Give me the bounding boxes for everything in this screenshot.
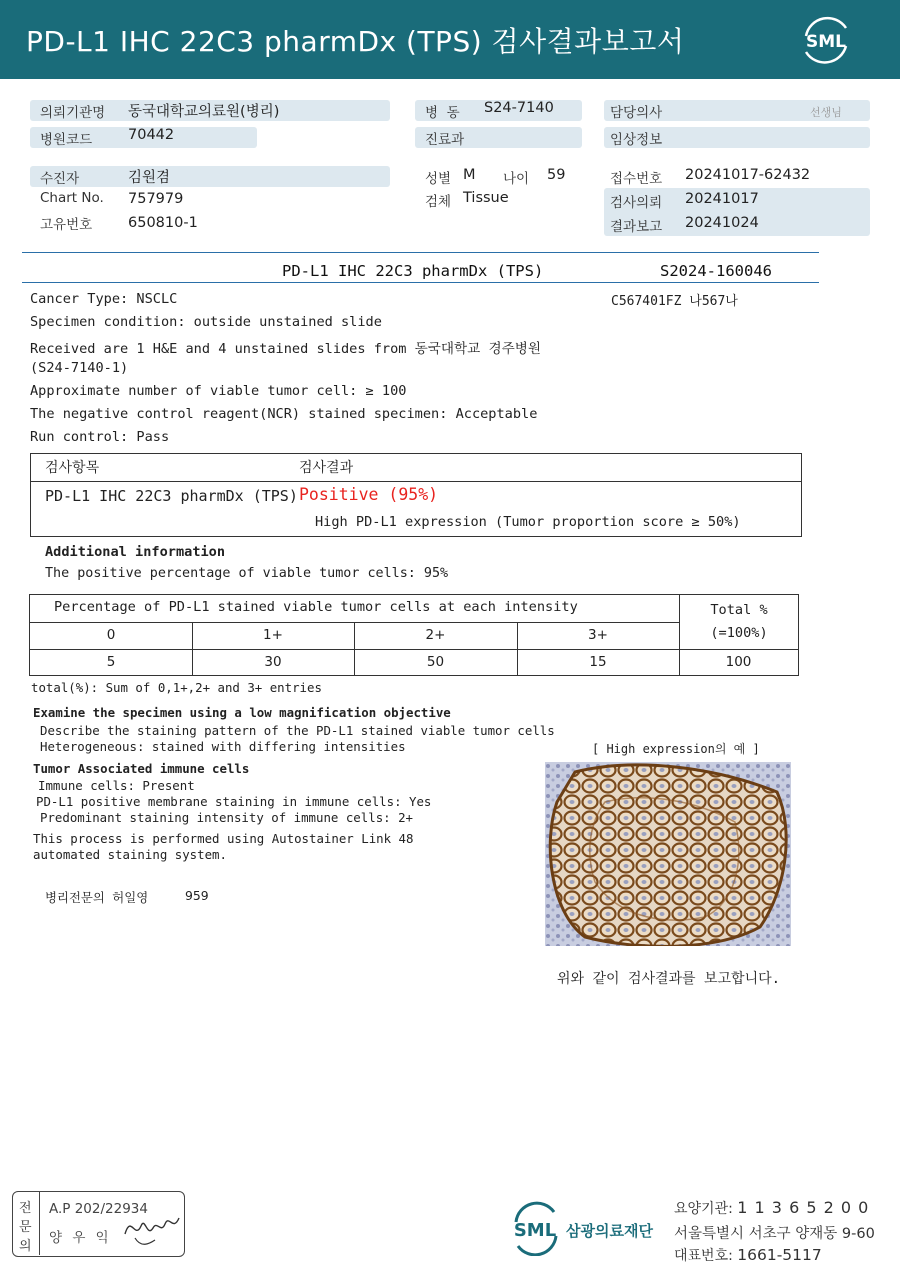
intensity-value: 15 bbox=[589, 654, 607, 670]
result-col-item: 검사항목 bbox=[45, 460, 100, 476]
intensity-total: 100 bbox=[725, 654, 752, 670]
chart-no-value: 757979 bbox=[128, 191, 184, 207]
intensity-note: total(%): Sum of 0,1+,2+ and 3+ entries bbox=[31, 680, 322, 695]
request-date-value: 20241017 bbox=[685, 191, 759, 207]
stamp-char: 의 bbox=[19, 1239, 32, 1254]
process-line: automated staining system. bbox=[33, 847, 227, 862]
high-expression-micrograph bbox=[545, 762, 791, 946]
hospital-code-value: 70442 bbox=[128, 127, 175, 143]
request-date-label: 검사의뢰 bbox=[610, 195, 663, 211]
report-test-title: PD-L1 IHC 22C3 pharmDx (TPS) bbox=[282, 262, 544, 280]
image-caption: [ High expression의 예 ] bbox=[592, 742, 760, 756]
immune-line: Predominant staining intensity of immune cells: 2+ bbox=[40, 810, 413, 825]
stamp-char: 전 bbox=[19, 1201, 32, 1216]
chart-no-label: Chart No. bbox=[40, 190, 104, 206]
pathologist-number: 959 bbox=[185, 888, 209, 903]
institution-label: 의뢰기관명 bbox=[40, 105, 106, 121]
ward-label: 병 동 bbox=[425, 105, 460, 121]
unique-no-label: 고유번호 bbox=[40, 217, 93, 233]
foundation-name: 삼광의료재단 bbox=[566, 1222, 653, 1240]
footer-phone bbox=[674, 1245, 822, 1265]
signature-icon bbox=[121, 1204, 183, 1248]
footer-address: 서울특별시 서초구 양재동 9-60 bbox=[674, 1226, 875, 1242]
doctor-label: 담당의사 bbox=[610, 105, 663, 121]
report-date-label: 결과보고 bbox=[610, 219, 663, 235]
intensity-col: 0 bbox=[106, 627, 116, 643]
receipt-no-label: 접수번호 bbox=[610, 171, 663, 187]
intensity-table bbox=[29, 594, 799, 676]
specimen-value: Tissue bbox=[463, 190, 509, 206]
total-header-1: Total % bbox=[710, 602, 768, 618]
report-line: (S24-7140-1) bbox=[30, 360, 129, 376]
patient-label: 수진자 bbox=[40, 171, 80, 187]
foundation-logo-icon bbox=[510, 1200, 562, 1256]
age-value: 59 bbox=[547, 167, 566, 183]
title-rule-top bbox=[22, 252, 819, 253]
age-label: 나이 bbox=[503, 171, 530, 187]
result-item: PD-L1 IHC 22C3 pharmDx (TPS) bbox=[45, 487, 298, 505]
intensity-value: 5 bbox=[106, 654, 116, 670]
result-separator bbox=[31, 481, 801, 482]
institution-code-value: 1 1 3 6 5 2 0 0 bbox=[737, 1198, 870, 1217]
hospital-code-label: 병원코드 bbox=[40, 132, 93, 148]
report-header bbox=[0, 0, 900, 79]
ward-value: S24-7140 bbox=[484, 100, 554, 116]
unique-no-value: 650810-1 bbox=[128, 215, 198, 231]
report-line: Run control: Pass bbox=[30, 429, 170, 445]
report-line: Specimen condition: outside unstained slide bbox=[30, 314, 382, 330]
result-box bbox=[30, 453, 802, 537]
sml-logo-icon bbox=[798, 14, 854, 66]
block-id: C567401FZ 나567나 bbox=[611, 294, 738, 309]
doctor-suffix: 선생님 bbox=[810, 106, 842, 119]
sml-logo-text: SML bbox=[806, 32, 846, 52]
phone-label: 대표번호: bbox=[674, 1248, 738, 1264]
process-line: This process is performed using Autostainer Link 48 bbox=[33, 831, 414, 846]
stamp-license: A.P 202/22934 bbox=[49, 1201, 148, 1217]
phone-value: 1661-5117 bbox=[737, 1246, 822, 1264]
immune-line: PD-L1 positive membrane staining in immune cells: Yes bbox=[36, 794, 432, 809]
examine-line: Describe the staining pattern of the PD-L1 stained viable tumor cells bbox=[40, 723, 555, 738]
result-interpretation: High PD-L1 expression (Tumor proportion score ≥ 50%) bbox=[315, 514, 741, 530]
result-col-result: 검사결과 bbox=[299, 460, 354, 476]
department-label: 진료과 bbox=[425, 132, 465, 148]
intensity-col: 3+ bbox=[588, 627, 608, 643]
report-line: Received are 1 H&E and 4 unstained slides from 동국대학교 경주병원 bbox=[30, 341, 542, 357]
closing-statement: 위와 같이 검사결과를 보고합니다. bbox=[557, 971, 781, 987]
stamp-name: 양 우 익 bbox=[49, 1230, 112, 1246]
institution-code bbox=[674, 1198, 869, 1218]
report-title: PD-L1 IHC 22C3 pharmDx (TPS) 검사결과보고서 bbox=[26, 25, 685, 58]
additional-text: The positive percentage of viable tumor cells: 95% bbox=[45, 566, 449, 581]
report-id: S2024-160046 bbox=[660, 262, 772, 280]
immune-line: Immune cells: Present bbox=[38, 778, 195, 793]
specimen-label: 검체 bbox=[425, 194, 452, 210]
intensity-value: 30 bbox=[264, 654, 282, 670]
specialist-stamp bbox=[12, 1191, 185, 1257]
additional-heading: Additional information bbox=[45, 544, 226, 560]
table-hline bbox=[30, 649, 798, 650]
patient-box bbox=[30, 166, 390, 187]
stamp-char: 문 bbox=[19, 1220, 32, 1235]
title-rule-bottom bbox=[22, 282, 819, 283]
report-line: Cancer Type: NSCLC bbox=[30, 291, 178, 307]
immune-heading: Tumor Associated immune cells bbox=[33, 761, 250, 776]
total-header-2: (=100%) bbox=[710, 625, 768, 641]
intensity-col: 2+ bbox=[425, 627, 446, 643]
receipt-no-value: 20241017-62432 bbox=[685, 167, 811, 183]
sex-label: 성별 bbox=[425, 171, 452, 187]
pathologist-label: 병리전문의 허일영 bbox=[45, 890, 149, 905]
report-line: Approximate number of viable tumor cell: ≥ 100 bbox=[30, 383, 407, 399]
examine-line: Heterogeneous: stained with differing intensities bbox=[40, 739, 406, 754]
institution-code-label: 요양기관: bbox=[674, 1201, 738, 1217]
patient-value: 김원겸 bbox=[128, 170, 171, 186]
intensity-header: Percentage of PD-L1 stained viable tumor cells at each intensity bbox=[54, 599, 578, 615]
intensity-value: 50 bbox=[426, 654, 445, 670]
examine-heading: Examine the specimen using a low magnification objective bbox=[33, 705, 451, 720]
micrograph-drawing bbox=[545, 762, 791, 946]
result-value: Positive (95%) bbox=[299, 485, 439, 504]
clinical-info-label: 임상정보 bbox=[610, 132, 663, 148]
institution-value: 동국대학교의료원(병리) bbox=[128, 104, 280, 120]
report-date-value: 20241024 bbox=[685, 215, 759, 231]
report-line: The negative control reagent(NCR) stained specimen: Acceptable bbox=[30, 406, 538, 422]
sex-value: M bbox=[463, 167, 476, 183]
foundation-logo-text: SML bbox=[513, 1220, 557, 1241]
stamp-divider bbox=[39, 1192, 40, 1255]
intensity-col: 1+ bbox=[263, 627, 283, 643]
